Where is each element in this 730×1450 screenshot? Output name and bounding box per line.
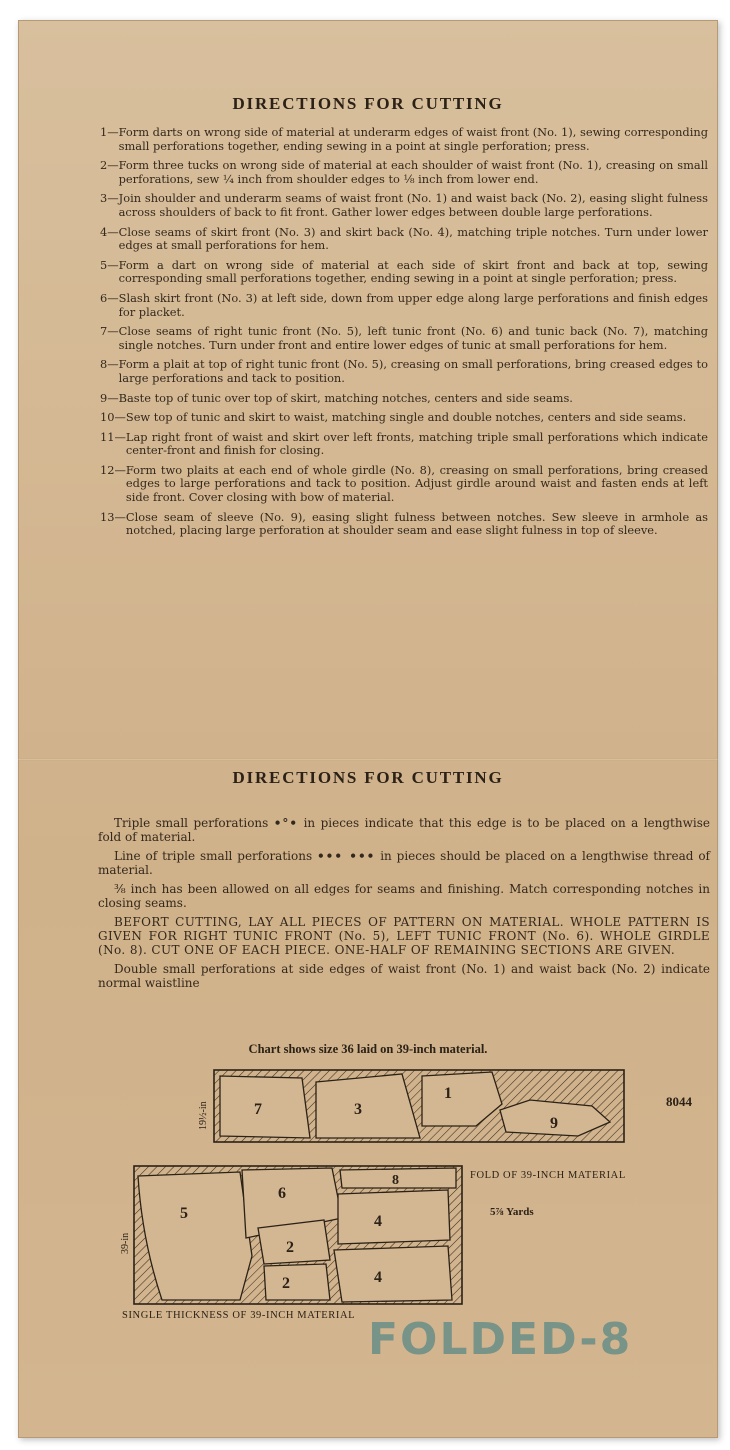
piece-2a-shape <box>258 1220 330 1264</box>
step-text: Close seams of skirt front (No. 3) and skirt back (No. 4), matching triple notches. Turn under lower edges at small perforations for hem. <box>118 224 708 253</box>
directions-heading-bottom: DIRECTIONS FOR CUTTING <box>232 768 504 787</box>
piece-6-label: 6 <box>278 1185 286 1202</box>
note-fold <box>98 816 710 844</box>
note-fold-text-b: in pieces indicate that this edge is to be placed on a lengthwise fold of material. <box>98 816 710 844</box>
step-text: Join shoulder and underarm seams of waist front (No. 1) and waist back (No. 2), easing slight fulness across shoulders of back to fit front. Gather lower edges between double large perforations. <box>118 191 708 219</box>
piece-4b-shape <box>334 1246 452 1302</box>
folded-stamp: FOLDED-8 <box>368 1314 633 1365</box>
cutting-layout-diagram <box>102 1060 702 1322</box>
directions-heading-top: DIRECTIONS FOR CUTTING <box>232 94 504 113</box>
step-item <box>100 226 708 253</box>
step-number: 12— <box>100 462 126 477</box>
step-text: Close seam of sleeve (No. 9), easing slight fulness between notches. Sew sleeve in armhole as notched, placing large perforation at shoulder seam and ease slight fulness in top of sleeve. <box>125 509 708 538</box>
step-number: 13— <box>100 509 126 524</box>
step-text: Sew top of tunic and skirt to waist, matching single and double notches, centers and side seams. <box>125 410 687 425</box>
piece-4a-label: 4 <box>374 1213 382 1230</box>
piece-7-shape <box>220 1076 310 1138</box>
single-thickness-label: SINGLE THICKNESS OF 39-INCH MATERIAL <box>122 1310 356 1321</box>
note-lengthwise-text-b: in pieces should be placed on a lengthwise thread of material. <box>98 849 710 877</box>
note-seams: ⅜ inch has been allowed on all edges for seams and finishing. Match corresponding notches in closing seams. <box>98 882 710 910</box>
step-item <box>100 431 708 458</box>
step-item <box>100 126 708 153</box>
step-number: 8— <box>100 357 119 372</box>
note-before-cutting: BEFORT CUTTING, LAY ALL PIECES OF PATTERN ON MATERIAL. WHOLE PATTERN IS GIVEN FOR RIGHT TUNIC FRONT (No. 5), LEFT TUNIC FRONT (No. 6). WHOLE GIRDLE (No. 8). CUT ONE OF EACH PIECE. ONE-HALF OF REMAINING SECTIONS ARE GIVEN. <box>98 915 710 957</box>
step-text: Form three tucks on wrong side of material at each shoulder of waist front (No. 1), creasing on small perforations, sew ¼ inch from shoulder edges to ⅛ inch from lower end. <box>118 158 708 186</box>
pattern-number: 8044 <box>666 1094 692 1109</box>
note-fold-text-a: Triple small perforations <box>114 816 269 830</box>
step-text: Form two plaits at each end of whole girdle (No. 8), creasing on small perforations, bring creased edges to large perforations and tack to position. Adjust girdle around waist and fasten ends at left side front. Cover closing with bow of material. <box>125 462 708 505</box>
chart-caption: Chart shows size 36 laid on 39-inch material. <box>248 1042 488 1056</box>
note-lengthwise-text-a: Line of triple small perforations <box>114 849 313 863</box>
yardage-label: 5⅞ Yards <box>490 1206 534 1218</box>
piece-5-label: 5 <box>180 1205 188 1222</box>
note-waistline: Double small perforations at side edges of waist front (No. 1) and waist back (No. 2) indicate normal waistline <box>98 962 710 990</box>
step-item <box>100 411 708 425</box>
step-item <box>100 511 708 538</box>
step-number: 9— <box>100 390 119 405</box>
step-item <box>100 159 708 186</box>
step-item <box>100 358 708 385</box>
line-perforation-symbol: ••• ••• <box>317 849 376 863</box>
step-number: 2— <box>100 158 119 173</box>
piece-3-shape <box>316 1074 420 1138</box>
step-item <box>100 464 708 505</box>
piece-8-label: 8 <box>392 1173 399 1188</box>
step-number: 6— <box>100 290 119 305</box>
step-text: Slash skirt front (No. 3) at left side, down from upper edge along large perforations and finish edges for placket. <box>118 290 708 319</box>
step-item <box>100 325 708 352</box>
step-text: Baste top of tunic over top of skirt, matching notches, centers and side seams. <box>118 390 573 405</box>
step-text: Lap right front of waist and skirt over left fronts, matching triple small perforations which indicate center-front and finish for closing. <box>125 429 708 458</box>
piece-2b-shape <box>264 1264 330 1300</box>
step-number: 1— <box>100 125 119 139</box>
step-text: Close seams of right tunic front (No. 5), left tunic front (No. 6) and tunic back (No. 7), matching single notches. Turn under front and entire lower edges of tunic at small perforations for hem. <box>118 324 708 352</box>
step-item <box>100 392 708 406</box>
top-width-label: 19½-in <box>198 1101 209 1130</box>
step-number: 7— <box>100 324 119 339</box>
piece-2b-label: 2 <box>282 1275 290 1292</box>
step-number: 4— <box>100 224 119 239</box>
step-text: Form a dart on wrong side of material at each side of skirt front and back at top, sewing corresponding small perforations together, ending sewing in a point at single perforation; press. <box>118 257 708 286</box>
step-text: Form darts on wrong side of material at underarm edges of waist front (No. 1), sewing corresponding small perforations together, ending sewing in a point at single perforation; press. <box>118 125 708 153</box>
step-number: 3— <box>100 191 119 206</box>
piece-2a-label: 2 <box>286 1239 294 1256</box>
piece-3-label: 3 <box>354 1101 362 1118</box>
step-number: 11— <box>100 429 126 444</box>
cutting-notes <box>98 816 710 995</box>
side-width-label: 39-in <box>120 1232 131 1254</box>
paper-fold-crease <box>18 758 718 761</box>
step-item <box>100 259 708 286</box>
fold-material-label: FOLD OF 39-INCH MATERIAL <box>470 1170 626 1181</box>
piece-4a-shape <box>338 1190 450 1244</box>
step-item <box>100 292 708 319</box>
step-number: 10— <box>100 410 126 425</box>
pattern-envelope <box>18 20 718 1438</box>
step-item <box>100 192 708 219</box>
piece-1-label: 1 <box>444 1085 452 1102</box>
step-text: Form a plait at top of right tunic front (No. 5), creasing on small perforations, bring creased edges to large perforations and tack to position. <box>118 357 708 385</box>
piece-4b-label: 4 <box>374 1269 382 1286</box>
triple-perforation-symbol: •°• <box>273 816 299 830</box>
piece-7-label: 7 <box>254 1101 262 1118</box>
note-lengthwise <box>98 849 710 877</box>
sewing-steps-list <box>100 126 708 544</box>
step-number: 5— <box>100 257 119 272</box>
piece-9-label: 9 <box>550 1115 558 1132</box>
